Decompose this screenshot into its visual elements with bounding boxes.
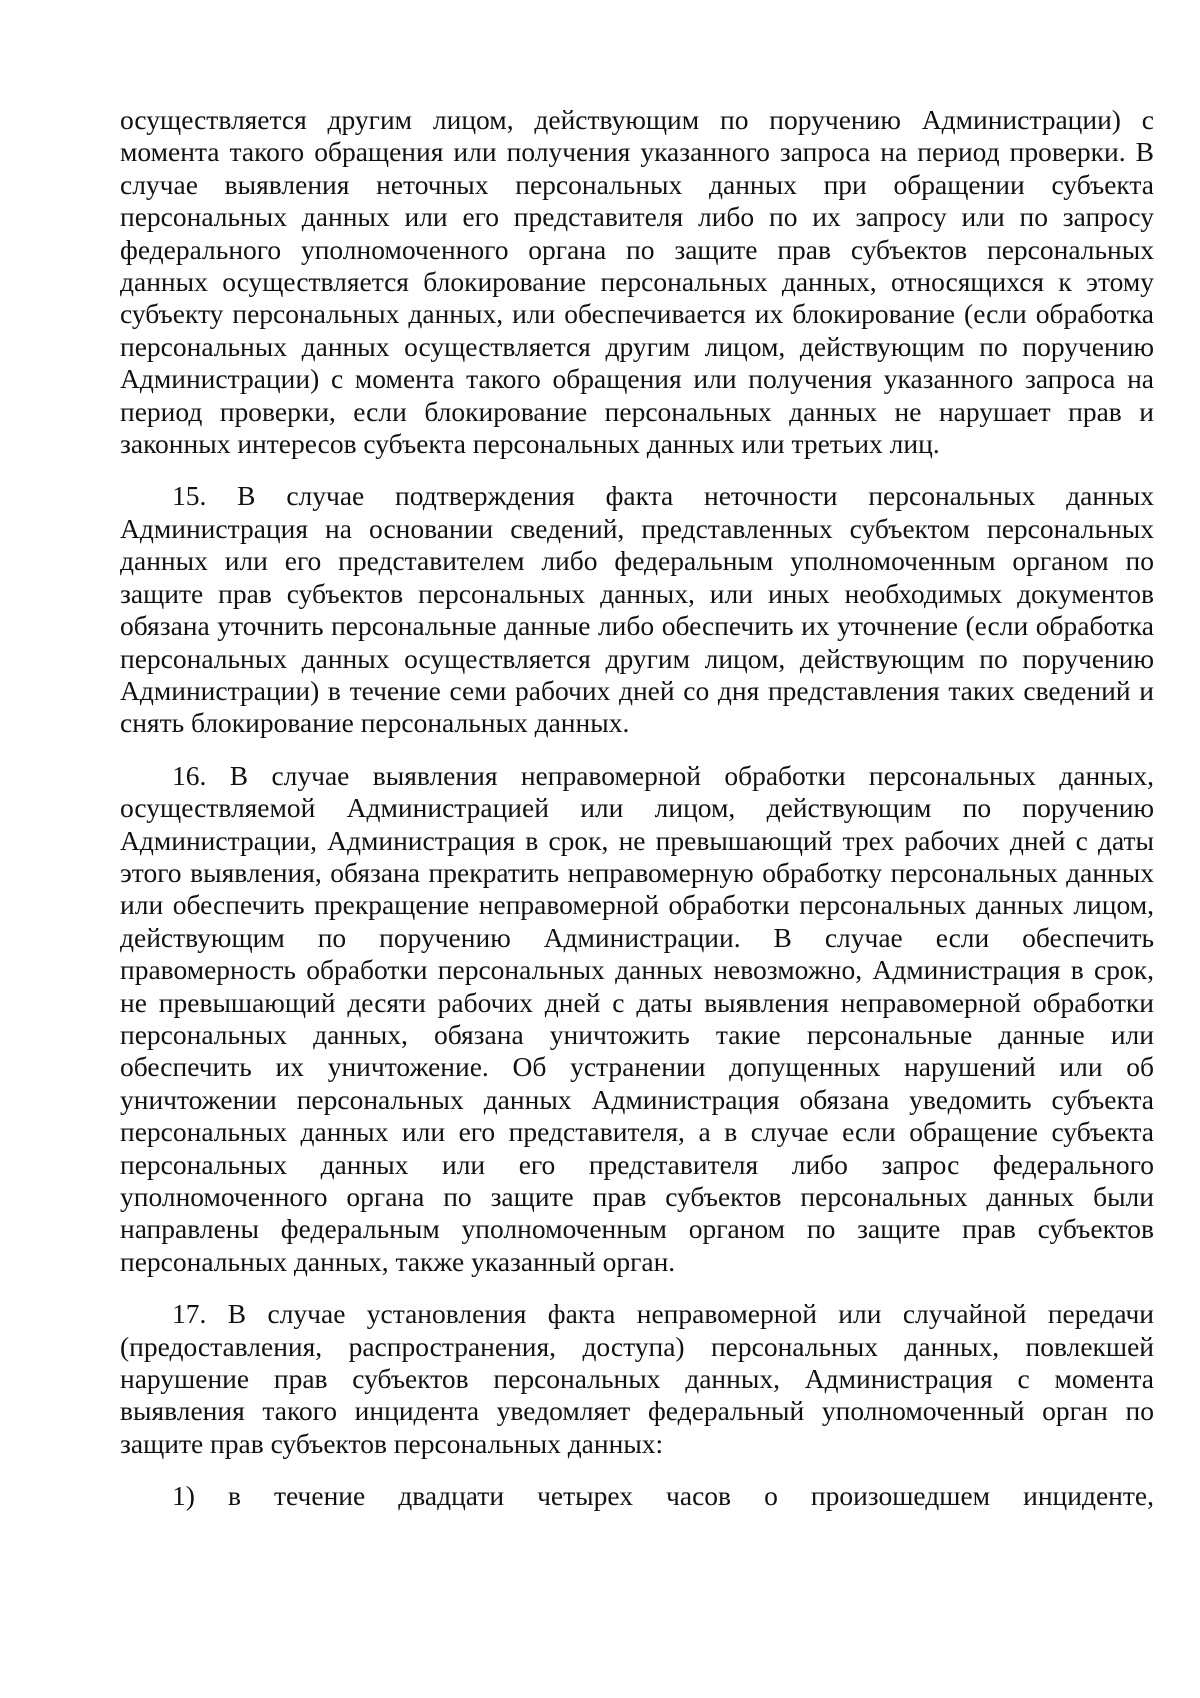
paragraph-item-15: 15. В случае подтверждения факта неточности персональных данных Администрация на основании сведений, представленных субъектом персональных данных или его представителем либо федеральным уполномоченным органом по защите прав субъектов персональных данных, или иных необходимых документов обязана уточнить персональные данные либо обеспечить их уточнение (если обработка персональных данных осуществляется другим лицом, действующим по поручению Администрации) в течение семи рабочих дней со дня представления таких сведений и снять блокирование персональных данных. <box>120 480 1154 739</box>
document-body <box>120 104 1154 1513</box>
paragraph-item-16: 16. В случае выявления неправомерной обработки персональных данных, осуществляемой Администрацией или лицом, действующим по поручению Администрации, Администрация в срок, не превышающий трех рабочих дней с даты этого выявления, обязана прекратить неправомерную обработку персональных данных или обеспечить прекращение неправомерной обработки персональных данных лицом, действующим по поручению Администрации. В случае если обеспечить правомерность обработки персональных данных невозможно, Администрация в срок, не превышающий десяти рабочих дней с даты выявления неправомерной обработки персональных данных, обязана уничтожить такие персональные данные или обеспечить их уничтожение. Об устранении допущенных нарушений или об уничтожении персональных данных Администрация обязана уведомить субъекта персональных данных или его представителя, а в случае если обращение субъекта персональных данных или его представителя либо запрос федерального уполномоченного органа по защите прав субъектов персональных данных были направлены федеральным уполномоченным органом по защите прав субъектов персональных данных, также указанный орган. <box>120 759 1154 1277</box>
paragraph-subitem-1: 1) в течение двадцати четырех часов о произошедшем инциденте, <box>172 1480 1154 1512</box>
paragraph-continuation: осуществляется другим лицом, действующим по поручению Администрации) с момента такого обращения или получения указанного запроса на период проверки. В случае выявления неточных персональных данных при обращении субъекта персональных данных или его представителя либо по их запросу или по запросу федерального уполномоченного органа по защите прав субъектов персональных данных осуществляется блокирование персональных данных, относящихся к этому субъекту персональных данных, или обеспечивается их блокирование (если обработка персональных данных осуществляется другим лицом, действующим по поручению Администрации) с момента такого обращения или получения указанного запроса на период проверки, если блокирование персональных данных не нарушает прав и законных интересов субъекта персональных данных или третьих лиц. <box>120 104 1154 460</box>
paragraph-item-17: 17. В случае установления факта неправомерной или случайной передачи (предоставления, распространения, доступа) персональных данных, повлекшей нарушение прав субъектов персональных данных, Администрация с момента выявления такого инцидента уведомляет федеральный уполномоченный орган по защите прав субъектов персональных данных: <box>120 1298 1154 1459</box>
